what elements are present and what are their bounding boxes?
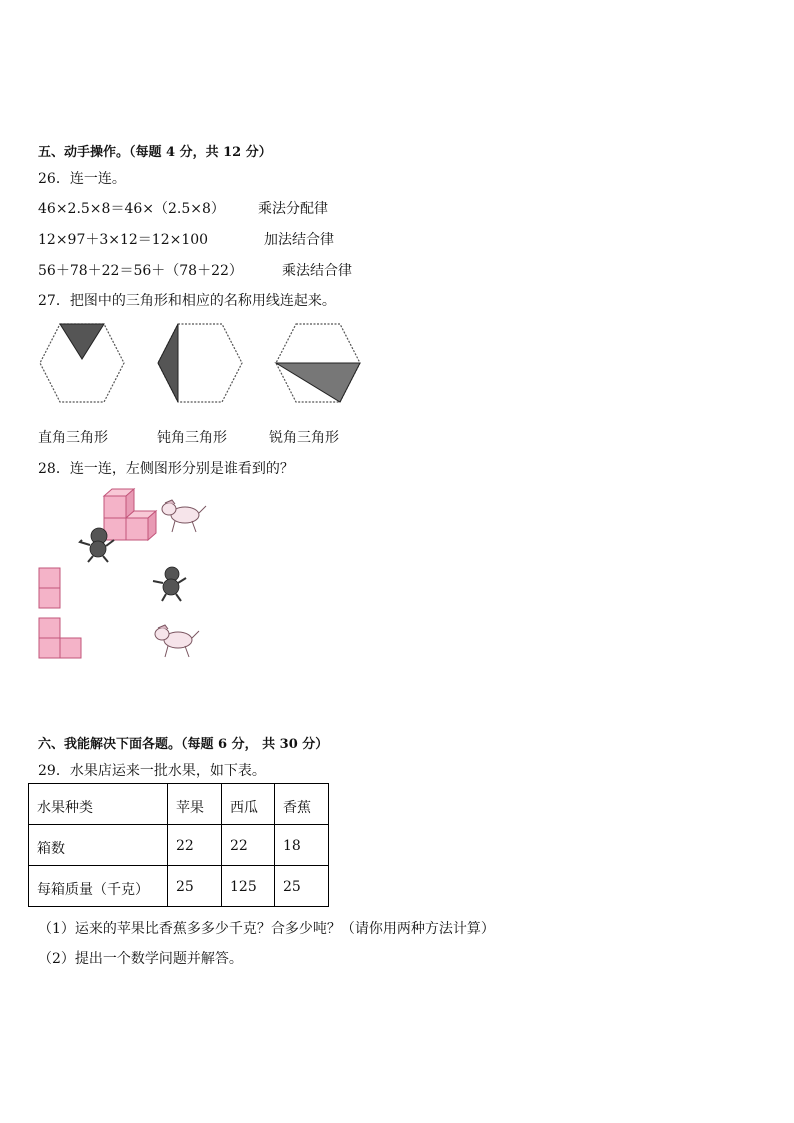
label-acute-triangle: 锐角三角形 xyxy=(269,430,339,446)
table-cell: 22 xyxy=(168,825,222,866)
dog-icon-option xyxy=(155,625,199,657)
table-row xyxy=(29,825,329,866)
hexagon-3 xyxy=(276,324,360,402)
table-cell: 25 xyxy=(275,866,329,907)
q26-left-2: 12×97＋3×12＝12×100 xyxy=(38,232,209,248)
obtuse-triangle-shaded xyxy=(158,324,178,402)
acute-triangle-shaded xyxy=(276,363,360,402)
dog-icon xyxy=(162,500,206,532)
q26-right-1: 乘法分配律 xyxy=(258,201,328,217)
table-header-row xyxy=(29,784,329,825)
table-row xyxy=(29,866,329,907)
table-cell: 箱数 xyxy=(29,825,168,866)
table-cell: 18 xyxy=(275,825,329,866)
table-header-cell: 水果种类 xyxy=(29,784,168,825)
table-header-cell: 香蕉 xyxy=(275,784,329,825)
table-header-cell: 西瓜 xyxy=(222,784,275,825)
table-header-cell: 苹果 xyxy=(168,784,222,825)
hexagon-1 xyxy=(40,324,124,402)
table-cell: 22 xyxy=(222,825,275,866)
q29-subquestion-1: （1）运来的苹果比香蕉多多少千克？合多少吨？（请你用两种方法计算） xyxy=(38,921,495,937)
fruit-table xyxy=(28,783,329,907)
monkey-icon-option xyxy=(153,567,186,601)
side-view-shape xyxy=(39,618,81,658)
q26-left-1: 46×2.5×8＝46×（2.5×8） xyxy=(38,201,225,217)
right-triangle-shaded xyxy=(60,324,104,359)
section-6-heading: 六、我能解决下面各题。（每题 6 分， 共 30 分） xyxy=(38,737,329,752)
front-view-shape xyxy=(39,568,60,608)
hexagon-2 xyxy=(158,324,242,402)
section-5-heading: 五、动手操作。（每题 4 分，共 12 分） xyxy=(38,145,272,160)
question-27-title: 27．把图中的三角形和相应的名称用线连起来。 xyxy=(38,293,336,309)
q26-left-3: 56＋78＋22＝56＋（78＋22） xyxy=(38,263,243,279)
cube-stack-3d xyxy=(104,489,156,540)
q26-right-2: 加法结合律 xyxy=(264,232,334,248)
q26-right-3: 乘法结合律 xyxy=(282,263,352,279)
question-29-title: 29．水果店运来一批水果，如下表。 xyxy=(38,763,266,779)
table-cell: 每箱质量（千克） xyxy=(29,866,168,907)
table-cell: 125 xyxy=(222,866,275,907)
q29-subquestion-2: （2）提出一个数学问题并解答。 xyxy=(38,951,243,967)
label-right-triangle: 直角三角形 xyxy=(38,430,108,446)
table-cell: 25 xyxy=(168,866,222,907)
question-28-title: 28．连一连，左侧图形分别是谁看到的？ xyxy=(38,461,294,477)
label-obtuse-triangle: 钝角三角形 xyxy=(157,430,227,446)
question-26-title: 26．连一连。 xyxy=(38,171,126,187)
